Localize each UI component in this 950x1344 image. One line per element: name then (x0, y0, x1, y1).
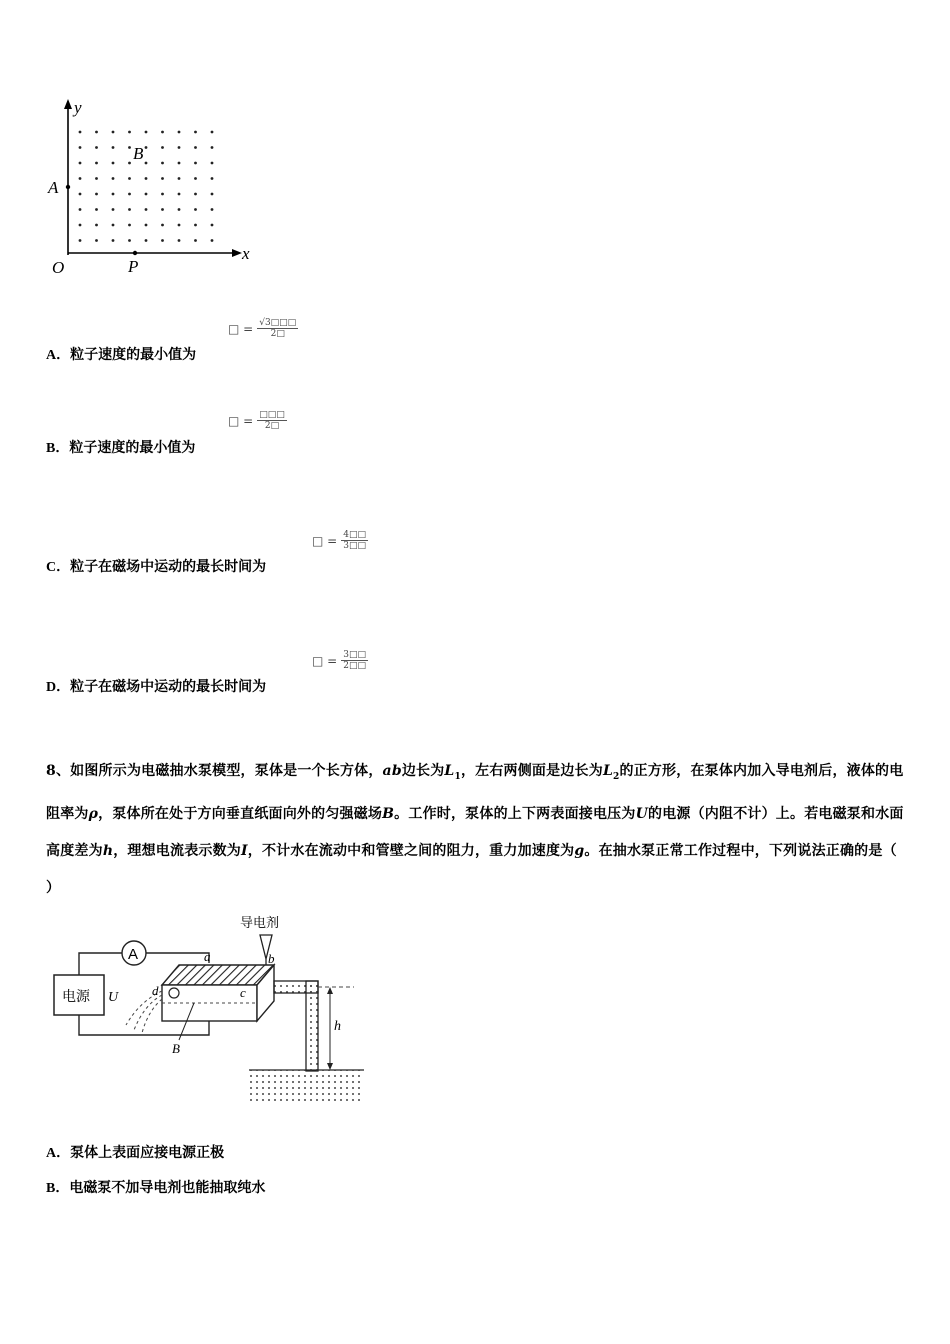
field-dot (95, 146, 98, 149)
field-dot (178, 177, 181, 180)
field-dot (128, 208, 131, 211)
field-dot (211, 208, 214, 211)
point-a-label: A (48, 178, 59, 197)
field-dot (95, 239, 98, 242)
field-dot (145, 208, 148, 211)
y-axis-label: y (74, 98, 82, 117)
field-dot (112, 239, 115, 242)
field-dot (161, 146, 164, 149)
field-dot (178, 131, 181, 134)
field-dot (95, 208, 98, 211)
field-dot (145, 239, 148, 242)
field-dot (79, 177, 82, 180)
field-dot (211, 162, 214, 165)
field-dot (194, 162, 197, 165)
field-dot (112, 224, 115, 227)
q8-option-b: B．电磁泵不加导电剂也能抽取纯水 (46, 1181, 266, 1196)
pipe-vertical (306, 981, 318, 1071)
field-dot (112, 162, 115, 165)
field-dot (161, 224, 164, 227)
field-dot (178, 239, 181, 242)
field-dot (145, 162, 148, 165)
field-dot (145, 224, 148, 227)
field-dot (95, 224, 98, 227)
label-c: c (240, 985, 246, 1000)
field-dot (161, 162, 164, 165)
field-dot (112, 146, 115, 149)
field-dot (79, 146, 82, 149)
field-dot (145, 131, 148, 134)
ammeter-label: A (128, 946, 139, 963)
field-dot (95, 193, 98, 196)
x-axis-arrow (232, 249, 242, 257)
field-dot (194, 193, 197, 196)
field-dot (194, 146, 197, 149)
additive-label: 导电剂 (240, 916, 280, 931)
field-dot (112, 177, 115, 180)
height-label: h (334, 1019, 341, 1034)
field-dot (128, 177, 131, 180)
origin-label: O (52, 258, 65, 277)
pump-top-face (162, 965, 274, 985)
field-dot-grid (79, 131, 214, 242)
field-dot (79, 162, 82, 165)
field-dot (79, 208, 82, 211)
label-d: d (152, 983, 159, 998)
q7-option-a-formula: □ = $\frac{√3□□□}{2□}$ (228, 318, 297, 339)
q8-option-a: A．泵体上表面应接电源正极 (46, 1146, 225, 1161)
question-8-text: 8、如图所示为电磁抽水泵模型，泵体是一个长方体，ab边长为$L_1$，左右两侧面是边长为$L_2$的正方形，在泵体内加入导电剂后，液体的电阻率为ρ，泵体所在处于方向垂直纸面向外的匀强磁场B。工作时，泵体的上下两表面接电压为U的电源（内阻不计）上。若电磁泵和水面高度差为h，理想电流表示数为I，不计水在流动中和管壁之间的阻力，重力加速度为g。在抽水泵正常工作过程中，下列说法正确的是（ ） (46, 763, 904, 896)
q7-option-d: D．粒子在磁场中运动的最长时间为 (46, 680, 267, 695)
field-dot (145, 146, 148, 149)
field-dot (194, 224, 197, 227)
q7-option-b: B．粒子速度的最小值为 (46, 441, 196, 456)
field-dot (194, 131, 197, 134)
magnetic-field-diagram (40, 95, 270, 285)
field-dot (145, 177, 148, 180)
electromagnetic-pump-diagram (44, 905, 374, 1110)
field-dot (95, 162, 98, 165)
field-dot (128, 224, 131, 227)
field-dot (211, 131, 214, 134)
water-body (249, 1070, 364, 1102)
field-dot (145, 193, 148, 196)
field-dot (128, 162, 131, 165)
field-dot (178, 193, 181, 196)
field-dot (79, 131, 82, 134)
field-dot (194, 177, 197, 180)
field-dot (194, 208, 197, 211)
field-dot (79, 224, 82, 227)
field-dot (178, 224, 181, 227)
field-dot (95, 131, 98, 134)
q7-option-c-formula: □ = $\frac{4□□}{3□□}$ (312, 530, 366, 551)
field-dot (178, 146, 181, 149)
label-b: b (268, 951, 275, 966)
q7-option-d-formula: □ = $\frac{3□□}{2□□}$ (312, 650, 366, 671)
label-b-field: B (172, 1041, 180, 1056)
y-axis-arrow (64, 99, 72, 109)
field-dot (194, 239, 197, 242)
field-dot (211, 177, 214, 180)
field-dot (79, 193, 82, 196)
field-dot (161, 193, 164, 196)
field-dot (211, 193, 214, 196)
power-source-label: 电源 (62, 989, 90, 1005)
point-b-label: B (133, 144, 144, 163)
field-dot (178, 208, 181, 211)
q7-option-b-formula: □ = $\frac{□□□}{2□}$ (228, 410, 285, 431)
field-dot (161, 177, 164, 180)
field-dot (161, 131, 164, 134)
field-dot (161, 239, 164, 242)
field-dot (112, 208, 115, 211)
field-dot (128, 193, 131, 196)
field-dot (178, 162, 181, 165)
field-dot (211, 146, 214, 149)
q7-option-c: C．粒子在磁场中运动的最长时间为 (46, 560, 267, 575)
field-dot (79, 239, 82, 242)
field-dot (128, 239, 131, 242)
point-p-label: P (128, 257, 139, 276)
field-dot (112, 193, 115, 196)
label-a: a (204, 949, 211, 964)
field-dot (95, 177, 98, 180)
voltage-label: U (108, 990, 119, 1005)
q7-option-a: A．粒子速度的最小值为 (46, 348, 197, 363)
field-dot (128, 146, 131, 149)
point-a-marker (66, 185, 70, 189)
field-dot (211, 239, 214, 242)
field-dot (211, 224, 214, 227)
x-axis-label: x (242, 244, 250, 263)
point-p-marker (133, 251, 137, 255)
field-dot (161, 208, 164, 211)
field-dot (112, 131, 115, 134)
field-dot (128, 131, 131, 134)
